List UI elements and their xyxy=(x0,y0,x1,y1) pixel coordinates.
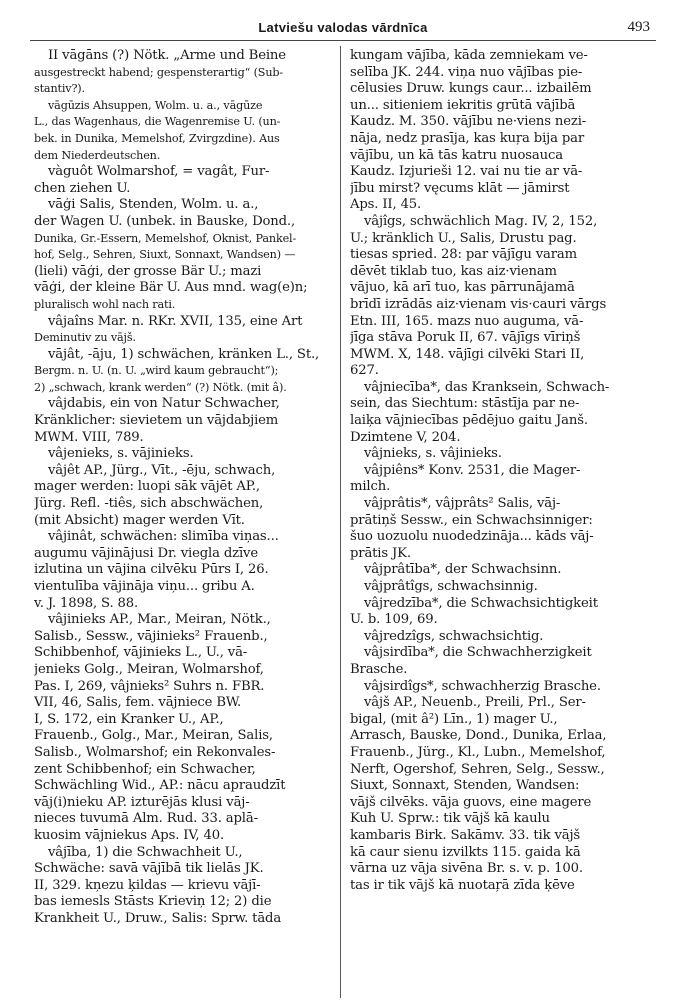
entry-headword-line: vâjêt AP., Jürg., Vīt., -ēju, schwach, xyxy=(48,462,276,478)
entry-text-line: Frauenb., Jürg., Kl., Lubn., Memelshof, xyxy=(350,744,606,760)
entry-text-line: VII, 46, Salis, fem. vājniece BW. xyxy=(34,695,242,711)
entry-headword-line: vâjredzîgs, schwachsichtig. xyxy=(364,628,544,644)
entry-headword-line: vâjprâtis*, vâjprâts² Salis, vāj- xyxy=(364,496,561,512)
entry-text-line: Salisb., Sessw., vājinieks² Frauenb., xyxy=(34,628,268,644)
entry-headword-line: vâjpiêns* Konv. 2531, die Mager- xyxy=(364,462,581,478)
entry-headword-line: vâjš AP., Neuenb., Preili, Prl., Ser- xyxy=(364,695,586,711)
entry-text-line: II, 329. kņezu ķildas — krievu vājī- xyxy=(34,877,261,893)
entry-headword-line: vâjprâtîgs, schwachsinnig. xyxy=(364,579,538,594)
entry-text-line: vientulība vājināja viņu... gribu A. xyxy=(34,579,255,594)
entry-text-line: vāģi, der kleine Bär U. Aus mnd. wag(e)n; xyxy=(34,280,308,296)
entry-text-line: mager werden: luopi sāk vājēt AP., xyxy=(34,479,260,495)
entry-headword-line: vâjdabis, ein von Natur Schwacher, xyxy=(48,396,280,412)
entry-text-line: Schibbenhof, vājinieks L., U., vā- xyxy=(34,645,248,661)
entry-text-line: kuosim vājniekus Aps. IV, 40. xyxy=(34,827,225,843)
entry-text-line: dem Niederdeutschen. xyxy=(34,148,161,162)
entry-text-line: Jürg. Refl. -tiês, sich abschwächen, xyxy=(34,496,264,512)
entry-text-line: hof, Selg., Sehren, Siuxt, Sonnaxt, Wandsen) — xyxy=(34,248,296,262)
entry-text-line: kungam vājība, kāda zemniekam ve- xyxy=(350,48,588,63)
entry-text-line: v. J. 1898, S. 88. xyxy=(34,595,139,611)
entry-headword-line: vâjredzība*, die Schwachsichtigkeit xyxy=(364,595,598,611)
entry-text-line: šuo uozuolu nuodedzināja... kāds vāj- xyxy=(350,529,594,545)
entry-text-line: ausgestreckt habend; gespensterartig“ (Sub- xyxy=(34,65,284,79)
entry-text-line: cēlusies Druw. kungs caur... izbailēm xyxy=(350,81,592,97)
entry-headword-line: vàguôt Wolmarshof, = vagât, Fur- xyxy=(48,164,270,180)
entry-text-line: bas iemesls Stāsts Krieviņ 12; 2) die xyxy=(34,894,272,910)
entry-text-line: Dunika, Gr.-Essern, Memelshof, Oknist, Pankel- xyxy=(34,231,297,245)
entry-text-line: prātiņš Sessw., ein Schwachsinniger: xyxy=(350,512,593,528)
entry-text-line: vārna uz vāja sivēna Br. s. v. p. 100. xyxy=(350,861,583,877)
entry-headword-line: vâjaîns Mar. n. RKr. XVII, 135, eine Art xyxy=(48,313,303,329)
entry-text-line: 627. xyxy=(350,363,379,379)
entry-text-line: kā caur sienu izvilkts 115. gaida kā xyxy=(350,844,581,860)
entry-text-line: nieces tuvumā Alm. Rud. 33. aplā- xyxy=(34,811,258,827)
entry-text-line: MWM. X, 148. vājīgi cilvēki Stari II, xyxy=(350,346,585,362)
entry-text-line: augumu vājinājusi Dr. viegla dzīve xyxy=(34,545,258,561)
entry-text-line: Dzimtene V, 204. xyxy=(350,429,461,445)
entry-text-line: Salisb., Wolmarshof; ein Rekonvales- xyxy=(34,744,276,760)
entry-headword-line: vâjenieks, s. vājinieks. xyxy=(48,446,194,462)
entry-headword-line: vâjinieks AP., Mar., Meiran, Nötk., xyxy=(48,612,271,628)
running-header xyxy=(30,18,656,41)
entry-text-line: vājš cilvēks. vāja guovs, eine magere xyxy=(350,794,592,810)
entry-text-line: Schwäche: savā vājībā tik lielās JK. xyxy=(34,861,264,877)
entry-text-line: selība JK. 244. viņa nuo vājības pie- xyxy=(350,64,583,80)
entry-text-line: Bergm. n. U. (n. U. „wird kaum gebraucht“); xyxy=(34,364,279,378)
entry-text-line: U. b. 109, 69. xyxy=(350,612,438,628)
entry-text-line: tiesas spried. 28: par vājīgu varam xyxy=(350,247,577,263)
entry-text-line: vājību, un kā tās katru nuosauca xyxy=(350,147,563,163)
entry-text-line: un... sitieniem iekritis grūtā vājībā xyxy=(350,97,576,113)
entry-headword-line: vâjinât, schwächen: slimība viņas... xyxy=(48,529,279,545)
entry-text-line: Pas. I, 269, vâjnieks² Suhrs n. FBR. xyxy=(34,678,265,694)
entry-text-line: Nerft, Ogershof, Sehren, Selg., Sessw., xyxy=(350,761,605,777)
entry-text-line: Brasche. xyxy=(350,661,408,677)
entry-text-line: (mit Absicht) mager werden Vīt. xyxy=(34,512,245,528)
entry-text-line: kambaris Birk. Sakāmv. 33. tik vājš xyxy=(350,827,581,843)
entry-text-line: bek. in Dunika, Memelshof, Zvirgzdine). Aus xyxy=(34,131,280,145)
entry-headword-line: vâjîgs, schwächlich Mag. IV, 2, 152, xyxy=(364,213,598,229)
entry-text-line: MWM. VIII, 789. xyxy=(34,429,144,445)
entry-headword-line: vâjnieks, s. vâjinieks. xyxy=(364,446,502,462)
entry-text-line: jību mirst? vęcums klāt — jāmirst xyxy=(350,180,570,196)
entry-text-line: prātis JK. xyxy=(350,545,411,561)
entry-headword-line: vâjsirdîgs*, schwachherzig Brasche. xyxy=(364,678,601,694)
entry-text-line: stantiv?). xyxy=(34,82,85,96)
entry-text-line: Etn. III, 165. mazs nuo auguma, vā- xyxy=(350,313,584,329)
entry-text-line: tas ir tik vājš kā nuotaŗā zīda ķēve xyxy=(350,877,575,893)
entry-text-line: sein, das Siechtum: stāstīja par ne- xyxy=(350,396,580,412)
entry-text-line: vāj(i)nieku AP. izturējās klusi vāj- xyxy=(34,794,250,810)
entry-text-line: vājuo, kā arī tuo, kas pārrunājamā xyxy=(350,280,575,296)
entry-text-line: Kränklicher: sievietem un vājdabjiem xyxy=(34,413,279,429)
entry-text-line: laiķa vājniecības pēdējuo gaitu Janš. xyxy=(350,413,588,429)
entry-text-line: (lieli) vāģi, der grosse Bär U.; mazi xyxy=(34,263,262,279)
entry-headword-line: vâjprâtība*, der Schwachsinn. xyxy=(364,562,562,578)
page-title: Latviešu valodas vārdnīca xyxy=(258,20,428,35)
entry-text-line: U.; kränklich U., Salis, Drustu pag. xyxy=(350,230,577,246)
entry-text-line: L., das Wagenhaus, die Wagenremise U. (un- xyxy=(34,115,281,129)
entry-text-line: chen ziehen U. xyxy=(34,180,131,196)
entry-text-line: Kaudz. M. 350. vājību ne·viens nezi- xyxy=(350,114,587,130)
entry-text-line: der Wagen U. (unbek. in Bauske, Dond., xyxy=(34,213,296,229)
entry-text-line: jīga stāva Poruk II, 67. vājīgs vīriņš xyxy=(350,330,581,346)
page-number: 493 xyxy=(627,19,650,35)
entry-text-line: Frauenb., Golg., Mar., Meiran, Salis, xyxy=(34,728,273,744)
entry-headword-line: vâjniecība*, das Kranksein, Schwach- xyxy=(364,379,610,395)
entry-headword-line: vāģi Salis, Stenden, Wolm. u. a., xyxy=(48,197,259,213)
entry-text-line: Schwächling Wid., AP.: nācu apraudzīt xyxy=(34,778,286,794)
entry-text-line: Kuh U. Sprw.: tik vājš kā kaulu xyxy=(350,811,550,827)
entry-headword-line: vāgūzis Ahsuppen, Wolm. u. a., vāgūze xyxy=(48,98,263,112)
right-column xyxy=(350,48,648,998)
entry-text-line: dēvēt tiklab tuo, kas aiz·vienam xyxy=(350,263,557,279)
entry-text-line: izlutina un vājina cilvēku Pūrs I, 26. xyxy=(34,562,269,578)
column-divider xyxy=(340,46,341,998)
entry-headword-line: vājât, -āju, 1) schwächen, kränken L., St., xyxy=(48,346,320,362)
entry-text-line: brīdī izrādās aiz·vienam vis·cauri vārgs xyxy=(350,296,607,312)
entry-text-line: I, S. 172, ein Kranker U., AP., xyxy=(34,711,224,727)
entry-headword-line: II vāgāns (?) Nötk. „Arme und Beine xyxy=(48,48,286,63)
entry-text-line: nāja, nedz prasīja, kas kuŗa bija par xyxy=(350,130,585,146)
entry-text-line: pluralisch wohl nach rati. xyxy=(34,297,176,311)
entry-text-line: Krankheit U., Druw., Salis: Sprw. tāda xyxy=(34,910,282,926)
entry-text-line: zent Schibbenhof; ein Schwacher, xyxy=(34,761,256,777)
entry-headword-line: vâjība, 1) die Schwachheit U., xyxy=(48,844,243,860)
entry-text-line: Aps. II, 45. xyxy=(350,197,422,213)
left-column xyxy=(34,48,332,998)
entry-text-line: milch. xyxy=(350,479,391,495)
entry-headword-line: vâjsirdība*, die Schwachherzigkeit xyxy=(364,645,592,661)
entry-text-line: Arrasch, Bauske, Dond., Dunika, Erlaa, xyxy=(350,728,607,744)
entry-text-line: Kaudz. Izjurieši 12. vai nu tie ar vā- xyxy=(350,164,583,180)
entry-text-line: Siuxt, Sonnaxt, Stenden, Wandsen: xyxy=(350,778,580,794)
entry-text-line: 2) „schwach, krank werden“ (?) Nötk. (mit â). xyxy=(34,380,287,394)
entry-text-line: Deminutiv zu vājš. xyxy=(34,331,136,345)
entry-text-line: bigal, (mit â²) Līn., 1) mager U., xyxy=(350,711,558,727)
entry-text-line: jenieks Golg., Meiran, Wolmarshof, xyxy=(34,661,264,677)
